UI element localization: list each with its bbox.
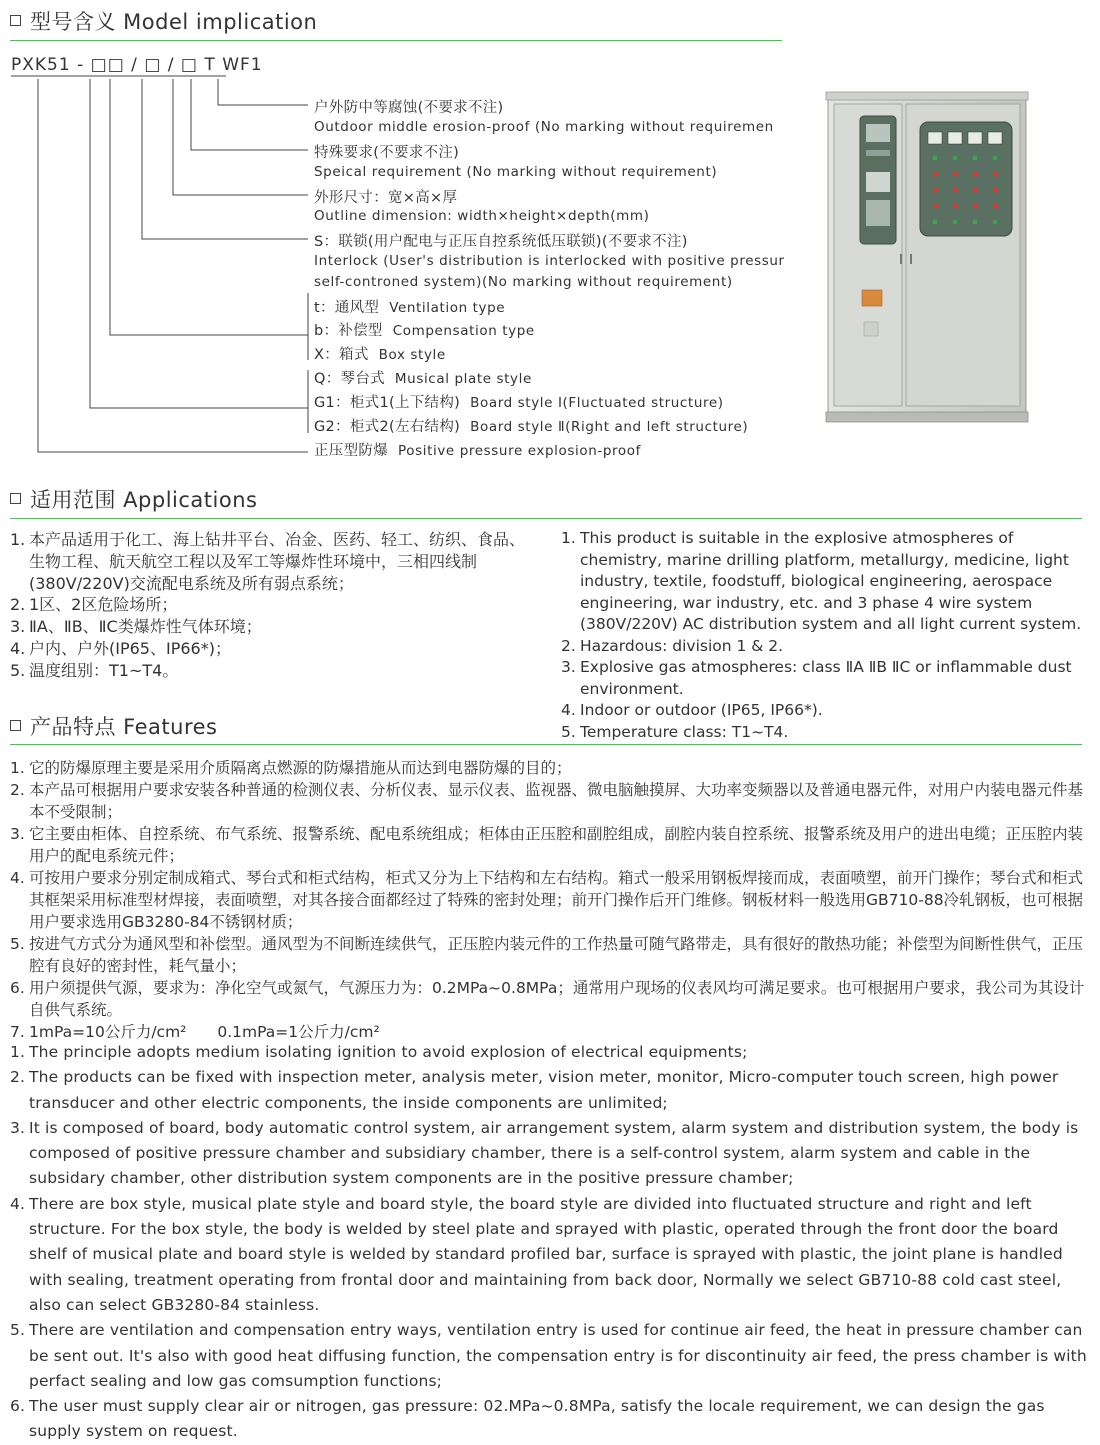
list-item: 2. 1区、2区危险场所； — [10, 595, 178, 615]
cabinet-product-image — [824, 90, 1032, 430]
list-item: 1. This product is suitable in the explosive atmospheres of chemistry, marine drilling platform, metallurgy, medicine, light industry, textile, foodstuff, biological engineering, aerospace engineering, war industry, etc. and 3 phase 4 wire system (380V/220V) AC distribution system and all light current system. — [561, 529, 1082, 633]
list-item: 7. 1mPa=10公斤力/cm² 0.1mPa=1公斤力/cm² — [10, 1023, 380, 1041]
list-item: 6. 用户须提供气源，要求为：净化空气或氮气，气源压力为：0.2MPa~0.8MPa；通常用户现场的仪表风均可满足要求。也可根据用户要求，我公司为其设计自供气系统。 — [10, 979, 1085, 1019]
list-item: 1. 它的防爆原理主要是采用介质隔离点燃源的防爆措施从而达到电器防爆的目的； — [10, 759, 572, 777]
list-item: 4. There are box style, musical plate style and board style, the board style are divided into fluctuated structure and right and left structure. For the box style, the body is welded by steel plate and sprayed with plastic, operated through the front door the board shelf of musical plate and board style is welded by standard profiled bar, surface is sprayed with plastic, the joint plane is handled with sealing, treatment operating from frontal door and maintaining from back door, Normally we select GB710-88 cold cast steel, also can select GB3280-84 stainless. — [10, 1194, 1063, 1314]
section-divider — [10, 518, 1082, 519]
label-outdoor-cn: 户外防中等腐蚀(不要求不注) — [314, 100, 504, 116]
applications-cn-list — [10, 529, 540, 682]
list-item: 2. The products can be fixed with inspection meter, analysis meter, vision meter, monitor, Micro-computer touch screen, high power transducer and other electric components, the inside components are unlimited; — [10, 1068, 1059, 1112]
list-item: 6. The user must supply clear air or nitrogen, gas pressure: 02.MPa~0.8MPa, satisfy the locale requirement, we can design the gas supply system on request. — [10, 1397, 1045, 1441]
list-item: 3. Explosive gas atmospheres: class ⅡA ⅡB ⅡC or inflammable dust environment. — [561, 658, 1072, 698]
list-item: 4. Indoor or outdoor (IP65, IP66*). — [561, 701, 823, 719]
model-code: PXK51 - □□ / □ / □ T WF1 — [11, 55, 263, 75]
features-cn-list — [10, 757, 1090, 1043]
label-positive-pressure: 正压型防爆 Positive pressure explosion-proof — [314, 443, 641, 459]
list-item: 3. It is composed of board, body automatic control system, air arrangement system, alarm system and distribution system, the body is composed of positive pressure chamber and subsidiary chamber, there is a self-control system, alarm system and cable in the subsidary chamber, other distribution system components are in the positive pressure chamber; — [10, 1118, 1079, 1188]
label-special-cn: 特殊要求(不要求不注) — [314, 145, 460, 161]
label-ventilation: t：通风型 Ventilation type — [314, 300, 506, 316]
list-item: 5. There are ventilation and compensation entry ways, ventilation entry is used for continue air feed, the heat in pressure chamber can be sent out. It's also with good heat diffusing function, the compensation entry is for discontinuity air feed, the press chamber is with perfact sealing and low gas comsumption functions; — [10, 1321, 1087, 1390]
list-item: 4. 户内、户外(IP65、IP66*)； — [10, 638, 231, 658]
list-item: 3. 它主要由柜体、自控系统、布气系统、报警系统、配电系统组成；柜体由正压腔和副腔组成，副腔内装自控系统、报警系统及用户的进出电缆；正压腔内装用户的配电系统元件； — [10, 825, 1084, 865]
label-board-style-1: G1：柜式1(上下结构) Board style Ⅰ(Fluctuated structure) — [314, 395, 724, 411]
label-interlock-en-2: self-controned system)(No marking without requirement) — [314, 274, 733, 290]
label-board-style-2: G2：柜式2(左右结构) Board style Ⅱ(Right and left structure) — [314, 419, 749, 435]
list-item: 1. 本产品适用于化工、海上钻井平台、冶金、医药、轻工、纺织、食品、生物工程、航天航空工程以及军工等爆炸性环境中，三相四线制(380V/220V)交流配电系统及所有弱点系统； — [10, 530, 526, 593]
label-outdoor-en: Outdoor middle erosion-proof (No marking without requiremen — [314, 119, 774, 135]
features-section-title: 产品特点 Features — [10, 711, 217, 741]
square-bullet-icon — [10, 493, 21, 504]
square-bullet-icon — [10, 720, 21, 731]
list-item: 2. 本产品可根据用户要求安装各种普通的检测仪表、分析仪表、显示仪表、监视器、微电脑触摸屏、大功率变频器以及普通电器元件，对用户内装电器元件基本不受限制； — [10, 781, 1084, 821]
section-divider — [10, 744, 1082, 745]
list-item: 4. 可按用户要求分别定制成箱式、琴台式和柜式结构，柜式又分为上下结构和左右结构。箱式一般采用钢板焊接而成，表面喷塑，前开门操作；琴台式和柜式其框架采用标准型材焊接，表面喷塑，对其各接合面都经过了特殊的密封处理；前开门操作后开门维修。钢板材料一般选用GB710-88冷轧钢板，也可根据用户要求选用GB3280-84不锈钢材质； — [10, 869, 1084, 931]
list-item: 2. Hazardous: division 1 & 2. — [561, 636, 784, 655]
label-interlock-en-1: Interlock (User's distribution is interlocked with positive pressur — [314, 253, 785, 269]
model-section-title: 型号含义 Model implication — [10, 6, 317, 36]
applications-section-title: 适用范围 Applications — [10, 484, 257, 514]
label-musical-plate: Q：琴台式 Musical plate style — [314, 371, 532, 387]
list-item: 5. 温度组别：T1~T4。 — [10, 660, 179, 680]
label-special-en: Speical requirement (No marking without requirement) — [314, 164, 718, 180]
label-box-style: X：箱式 Box style — [314, 347, 446, 363]
label-dimension-en: Outline dimension: width×height×depth(mm) — [314, 208, 650, 224]
applications-en-list — [561, 528, 1093, 743]
label-compensation: b：补偿型 Compensation type — [314, 323, 535, 339]
list-item: 1. The principle adopts medium isolating ignition to avoid explosion of electrical equipments; — [10, 1043, 748, 1061]
list-item: 5. Temperature class: T1~T4. — [561, 722, 789, 741]
label-interlock-cn: S：联锁(用户配电与正压自控系统低压联锁)(不要求不注) — [314, 234, 688, 250]
list-item: 3. ⅡA、ⅡB、ⅡC类爆炸性气体环境； — [10, 617, 262, 637]
model-code-connector-lines — [0, 0, 320, 470]
label-dimension-cn: 外形尺寸：宽×高×厚 — [314, 190, 458, 206]
list-item: 5. 按进气方式分为通风型和补偿型。通风型为不间断连续供气，正压腔内装元件的工作热量可随气路带走，具有很好的散热功能；补偿型为间断性供气，正压腔有良好的密封性，耗气量小； — [10, 935, 1084, 975]
features-en-list — [10, 1040, 1090, 1445]
